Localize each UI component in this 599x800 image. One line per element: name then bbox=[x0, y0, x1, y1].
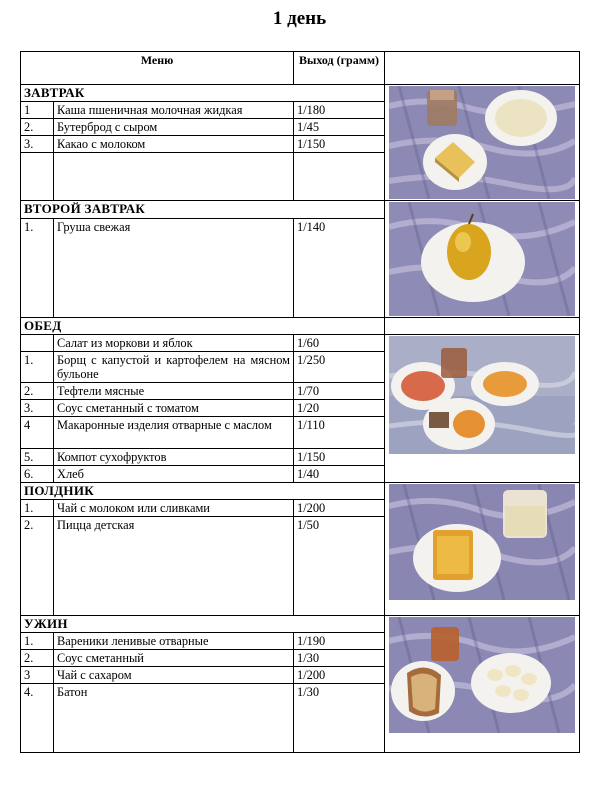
section-title-dinner: УЖИН bbox=[21, 616, 385, 633]
item-number bbox=[21, 335, 54, 352]
item-number: 1. bbox=[21, 500, 54, 517]
item-name: Компот сухофруктов bbox=[54, 449, 294, 466]
item-name: Тефтели мясные bbox=[54, 383, 294, 400]
table-row bbox=[21, 335, 580, 352]
page-title: 1 день bbox=[272, 8, 327, 29]
item-name: Салат из моркови и яблок bbox=[54, 335, 294, 352]
item-name: Каша пшеничная молочная жидкая bbox=[54, 102, 294, 119]
item-number: 1 bbox=[21, 102, 54, 119]
item-quantity: 1/150 bbox=[294, 136, 385, 153]
photo-column-header bbox=[385, 52, 580, 85]
item-name: Чай с сахаром bbox=[54, 667, 294, 684]
section-title-lunch: ОБЕД bbox=[21, 318, 385, 335]
item-number: 2. bbox=[21, 517, 54, 616]
item-quantity: 1/45 bbox=[294, 119, 385, 136]
item-quantity: 1/150 bbox=[294, 449, 385, 466]
item-quantity: 1/200 bbox=[294, 500, 385, 517]
item-quantity: 1/180 bbox=[294, 102, 385, 119]
item-quantity: 1/250 bbox=[294, 352, 385, 383]
dinner-photo bbox=[389, 617, 575, 733]
item-quantity: 1/40 bbox=[294, 466, 385, 483]
item-name: Чай с молоком или сливками bbox=[54, 500, 294, 517]
output-column-header: Выход (грамм) bbox=[294, 52, 385, 85]
section-row-dinner bbox=[21, 616, 580, 633]
item-number: 4. bbox=[21, 684, 54, 753]
lunch-photo bbox=[389, 336, 575, 454]
item-number: 2. bbox=[21, 650, 54, 667]
second-breakfast-photo bbox=[389, 202, 575, 316]
item-name: Хлеб bbox=[54, 466, 294, 483]
item-name: Какао с молоком bbox=[54, 136, 294, 153]
item-number: 1. bbox=[21, 218, 54, 317]
table-header-row bbox=[21, 52, 580, 85]
item-quantity: 1/20 bbox=[294, 400, 385, 417]
item-quantity: 1/190 bbox=[294, 633, 385, 650]
item-number: 1. bbox=[21, 352, 54, 383]
item-quantity: 1/110 bbox=[294, 417, 385, 449]
item-name: Борщ с капустой и картофелем на мясном бульоне bbox=[54, 352, 294, 383]
item-name: Соус сметанный bbox=[54, 650, 294, 667]
section-title-breakfast: ЗАВТРАК bbox=[21, 85, 385, 102]
section-row-lunch bbox=[21, 318, 580, 335]
item-quantity: 1/200 bbox=[294, 667, 385, 684]
item-name: Вареники ленивые отварные bbox=[54, 633, 294, 650]
item-name: Макаронные изделия отварные с маслом bbox=[54, 417, 294, 449]
section-row-second-breakfast bbox=[21, 201, 580, 219]
item-name: Пицца детская bbox=[54, 517, 294, 616]
item-quantity: 1/60 bbox=[294, 335, 385, 352]
item-number: 6. bbox=[21, 466, 54, 483]
menu-column-header: Меню bbox=[21, 52, 294, 85]
item-quantity: 1/140 bbox=[294, 218, 385, 317]
menu-table bbox=[20, 51, 580, 753]
item-number: 3. bbox=[21, 400, 54, 417]
breakfast-photo-cell bbox=[385, 85, 580, 201]
item-number: 3 bbox=[21, 667, 54, 684]
snack-photo-cell bbox=[385, 483, 580, 616]
item-number: 2. bbox=[21, 383, 54, 400]
section-title-second-breakfast: ВТОРОЙ ЗАВТРАК bbox=[21, 201, 385, 219]
item-number: 2. bbox=[21, 119, 54, 136]
item-quantity: 1/30 bbox=[294, 650, 385, 667]
item-name: Бутерброд с сыром bbox=[54, 119, 294, 136]
item-name: Груша свежая bbox=[54, 218, 294, 317]
snack-photo bbox=[389, 484, 575, 600]
item-name: Батон bbox=[54, 684, 294, 753]
section-row-snack bbox=[21, 483, 580, 500]
second-breakfast-photo-cell bbox=[385, 201, 580, 318]
item-quantity: 1/30 bbox=[294, 684, 385, 753]
item-quantity: 1/70 bbox=[294, 383, 385, 400]
breakfast-photo bbox=[389, 86, 575, 199]
item-quantity: 1/50 bbox=[294, 517, 385, 616]
section-title-snack: ПОЛДНИК bbox=[21, 483, 385, 500]
item-number: 1. bbox=[21, 633, 54, 650]
item-number: 3. bbox=[21, 136, 54, 153]
item-number: 4 bbox=[21, 417, 54, 449]
item-name: Соус сметанный с томатом bbox=[54, 400, 294, 417]
item-number: 5. bbox=[21, 449, 54, 466]
lunch-photo-cell bbox=[385, 335, 580, 483]
dinner-photo-cell bbox=[385, 616, 580, 753]
section-row-breakfast bbox=[21, 85, 580, 102]
